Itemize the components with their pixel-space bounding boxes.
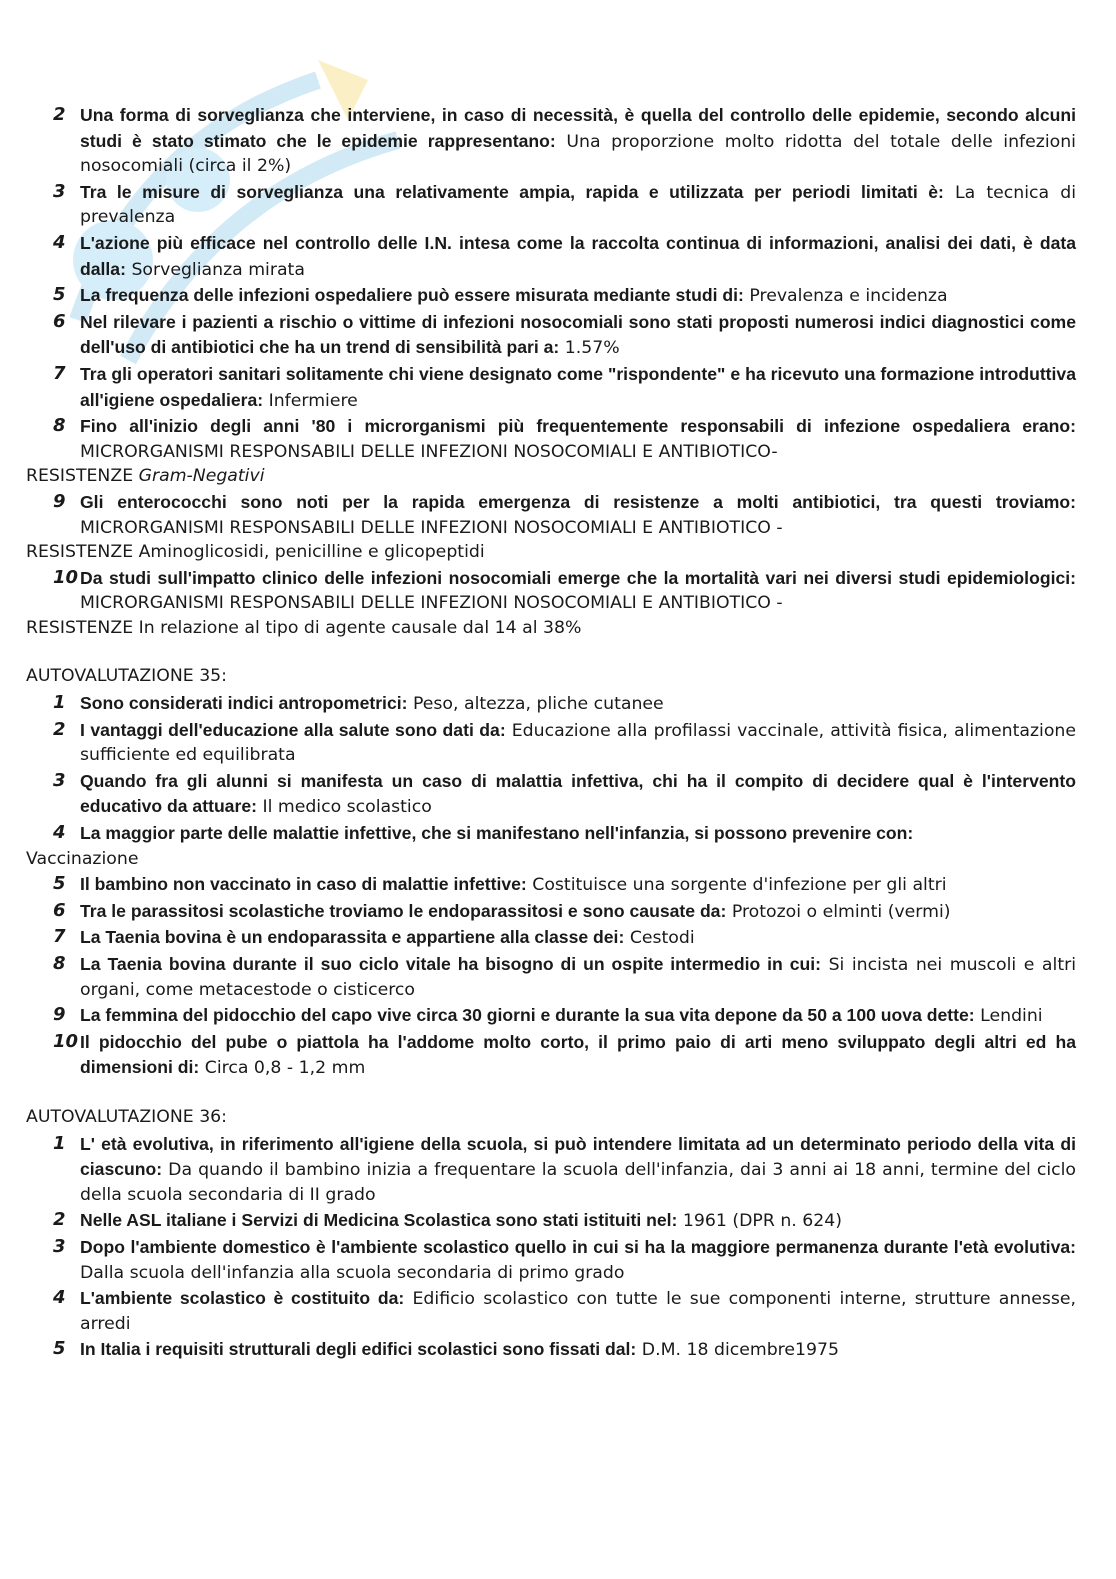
question-item: [26, 872, 1076, 898]
question-number: 5: [53, 1338, 66, 1360]
question-text: Sono considerati indici antropometrici:: [80, 693, 408, 714]
answer-text: Si incista nei muscoli e altri organi, come metacestode o cisticerco: [80, 955, 1076, 1000]
question-number: 8: [53, 953, 66, 974]
answer-text: Una proporzione molto ridotta del totale delle infezioni nosocomiali (circa il 2%): [80, 131, 1076, 177]
question-item: [26, 1235, 1076, 1285]
question-text: La Taenia bovina è un endoparassita e appartiene alla classe dei:: [80, 927, 625, 948]
question-item: [26, 925, 1076, 951]
section-title: AUTOVALUTAZIONE 35:: [26, 666, 228, 687]
answer-text: Cestodi: [629, 928, 695, 949]
question-number: 2: [53, 104, 66, 125]
question-text: La Taenia bovina durante il suo ciclo vitale ha bisogno di un ospite intermedio in cui:: [80, 954, 822, 974]
question-text: Dopo l'ambiente domestico è l'ambiente scolastico quello in cui si ha la maggiore permanenza durante l'età evolutiva:: [80, 1236, 1076, 1257]
section-autovalutazione-36: [26, 1105, 1076, 1363]
question-number: 3: [53, 769, 66, 791]
question-number: 2: [53, 1209, 66, 1231]
question-number: 5: [53, 873, 66, 895]
answer-text: Edificio scolastico con tutte le sue componenti interne, strutture annesse, arredi: [80, 1289, 1076, 1334]
answer-text: Circa 0,8 - 1,2 mm: [204, 1058, 366, 1079]
document-body: [26, 103, 1076, 1364]
question-number: 3: [53, 180, 66, 202]
question-text: Il bambino non vaccinato in caso di malattie infettive:: [80, 874, 527, 895]
question-item: [26, 899, 1076, 925]
answer-text: 1961 (DPR n. 624): [682, 1211, 842, 1232]
question-item: [26, 1132, 1076, 1208]
question-item: [26, 1208, 1076, 1234]
question-item: [26, 414, 1076, 489]
question-text: Tra le misure di sorveglianza una relativamente ampia, rapida e utilizzata per periodi limitati è:: [80, 181, 944, 202]
answer-text: Il medico scolastico: [262, 797, 432, 818]
question-item: [26, 1003, 1076, 1029]
question-item: [26, 952, 1076, 1002]
question-number: 4: [53, 1287, 66, 1309]
question-number: 6: [53, 899, 66, 921]
answer-continuation: RESISTENZE Aminoglicosidi, penicilline e glicopeptidi: [26, 542, 485, 563]
question-text: Una forma di sorveglianza che interviene, in caso di necessità, è quella del controllo delle epidemie, secondo alcuni studi è stato stimato che le epidemie rappresentano:: [80, 105, 1076, 151]
question-text: I vantaggi dell'educazione alla salute sono dati da:: [80, 719, 506, 740]
question-number: 2: [53, 718, 66, 740]
question-number: 9: [53, 1004, 66, 1026]
question-number: 4: [53, 231, 66, 253]
answer-continuation: Vaccinazione: [26, 848, 139, 869]
section-title: AUTOVALUTAZIONE 36:: [26, 1106, 228, 1127]
question-number: 5: [53, 284, 66, 306]
question-text: La frequenza delle infezioni ospedaliere può essere misurata mediante studi di:: [80, 285, 744, 306]
question-number: 6: [53, 310, 66, 332]
question-item: [26, 180, 1076, 230]
question-number: 1: [53, 1132, 66, 1154]
question-number: 9: [53, 490, 66, 512]
question-number: 10: [53, 1030, 79, 1052]
answer-text: MICRORGANISMI RESPONSABILI DELLE INFEZIONI NOSOCOMIALI E ANTIBIOTICO -: [80, 593, 783, 614]
question-item: [26, 566, 1076, 641]
question-text: Da studi sull'impatto clinico delle infezioni nosocomiali emerge che la mortalità vari nei diversi studi epidemiologici:: [80, 567, 1076, 588]
answer-text: Sorveglianza mirata: [131, 259, 305, 280]
question-number: 3: [53, 1235, 66, 1257]
question-item: [26, 769, 1076, 820]
answer-text: Protozoi o elminti (vermi): [731, 901, 951, 922]
question-number: 7: [53, 362, 66, 384]
question-item: [26, 362, 1076, 413]
section-autovalutazione-35: [26, 664, 1076, 1081]
question-text: Nel rilevare i pazienti a rischio o vittime di infezioni nosocomiali sono stati proposti numerosi indici diagnostici come dell'uso di antibiotici che ha un trend di sensibilità pari a:: [80, 311, 1076, 358]
question-text: Gli enterococchi sono noti per la rapida emergenza di resistenze a molti antibiotici, tra questi troviamo:: [80, 491, 1076, 512]
answer-continuation: RESISTENZE In relazione al tipo di agente causale dal 14 al 38%: [26, 617, 582, 638]
question-item: [26, 490, 1076, 565]
question-number: 8: [53, 415, 66, 437]
answer-text: La tecnica di prevalenza: [80, 182, 1076, 228]
question-text: La maggior parte delle malattie infettive, che si manifestano nell'infanzia, si possono prevenire con:: [80, 823, 914, 844]
answer-text: Infermiere: [268, 390, 358, 411]
question-text: In Italia i requisiti strutturali degli edifici scolastici sono fissati dal:: [80, 1339, 637, 1360]
question-item: [26, 231, 1076, 282]
answer-text: Da quando il bambino inizia a frequentare la scuola dell'infanzia, dai 3 anni ai 18 anni, termine del ciclo della scuola secondaria di II grado: [80, 1160, 1076, 1205]
question-number: 4: [53, 822, 66, 844]
question-text: Tra le parassitosi scolastiche troviamo le endoparassitosi e sono causate da:: [80, 900, 727, 921]
question-item: [26, 691, 1076, 717]
question-text: Tra gli operatori sanitari solitamente chi viene designato come "rispondente" e ha ricevuto una formazione introduttiva all'igiene ospedaliera:: [80, 363, 1076, 410]
answer-text: MICRORGANISMI RESPONSABILI DELLE INFEZIONI NOSOCOMIALI E ANTIBIOTICO -: [80, 517, 783, 538]
question-number: 7: [53, 926, 66, 948]
answer-text: 1.57%: [564, 338, 620, 359]
question-text: L' età evolutiva, in riferimento all'igiene della scuola, si può intendere limitata ad un determinato periodo della vita di ciascuno:: [80, 1133, 1076, 1180]
answer-continuation-text: RESISTENZE: [26, 466, 134, 487]
answer-continuation: [26, 464, 1076, 489]
question-text: L'ambiente scolastico è costituito da:: [80, 1288, 405, 1309]
question-text: Fino all'inizio degli anni '80 i microrganismi più frequentemente responsabili di infezione ospedaliera erano:: [80, 416, 1076, 437]
question-number: 10: [53, 566, 79, 588]
question-text: Il pidocchio del pube o piattola ha l'addome molto corto, il primo paio di arti meno sviluppato degli altri ed ha dimensioni di:: [80, 1031, 1076, 1078]
question-item: [26, 718, 1076, 768]
section-previous: [26, 103, 1076, 640]
question-item: [26, 310, 1076, 361]
answer-emphasis: Gram-Negativi: [138, 466, 265, 487]
answer-text: Lendini: [980, 1006, 1043, 1027]
answer-text: D.M. 18 dicembre1975: [641, 1340, 840, 1361]
answer-text: Costituisce una sorgente d'infezione per gli altri: [532, 875, 947, 896]
answer-text: Educazione alla profilassi vaccinale, attività fisica, alimentazione sufficiente ed equilibrata: [80, 720, 1076, 766]
question-item: [26, 1337, 1076, 1363]
answer-text: Peso, altezza, pliche cutanee: [412, 694, 664, 715]
answer-text: Dalla scuola dell'infanzia alla scuola secondaria di primo grado: [80, 1262, 625, 1283]
question-item: [26, 103, 1076, 179]
question-item: [26, 821, 1076, 871]
answer-text: Prevalenza e incidenza: [749, 286, 948, 307]
question-text: Quando fra gli alunni si manifesta un caso di malattia infettiva, chi ha il compito di decidere qual è l'intervento educativo da attuare:: [80, 770, 1076, 817]
question-item: [26, 1030, 1076, 1081]
question-number: 1: [53, 692, 66, 714]
answer-text: MICRORGANISMI RESPONSABILI DELLE INFEZIONI NOSOCOMIALI E ANTIBIOTICO-: [80, 441, 778, 462]
question-item: [26, 1286, 1076, 1336]
question-text: La femmina del pidocchio del capo vive circa 30 giorni e durante la sua vita depone da 50 a 100 uova dette:: [80, 1005, 975, 1026]
question-text: L'azione più efficace nel controllo delle I.N. intesa come la raccolta continua di informazioni, analisi dei dati, è data dalla:: [80, 232, 1076, 279]
question-text: Nelle ASL italiane i Servizi di Medicina Scolastica sono stati istituiti nel:: [80, 1210, 678, 1231]
question-item: [26, 283, 1076, 309]
